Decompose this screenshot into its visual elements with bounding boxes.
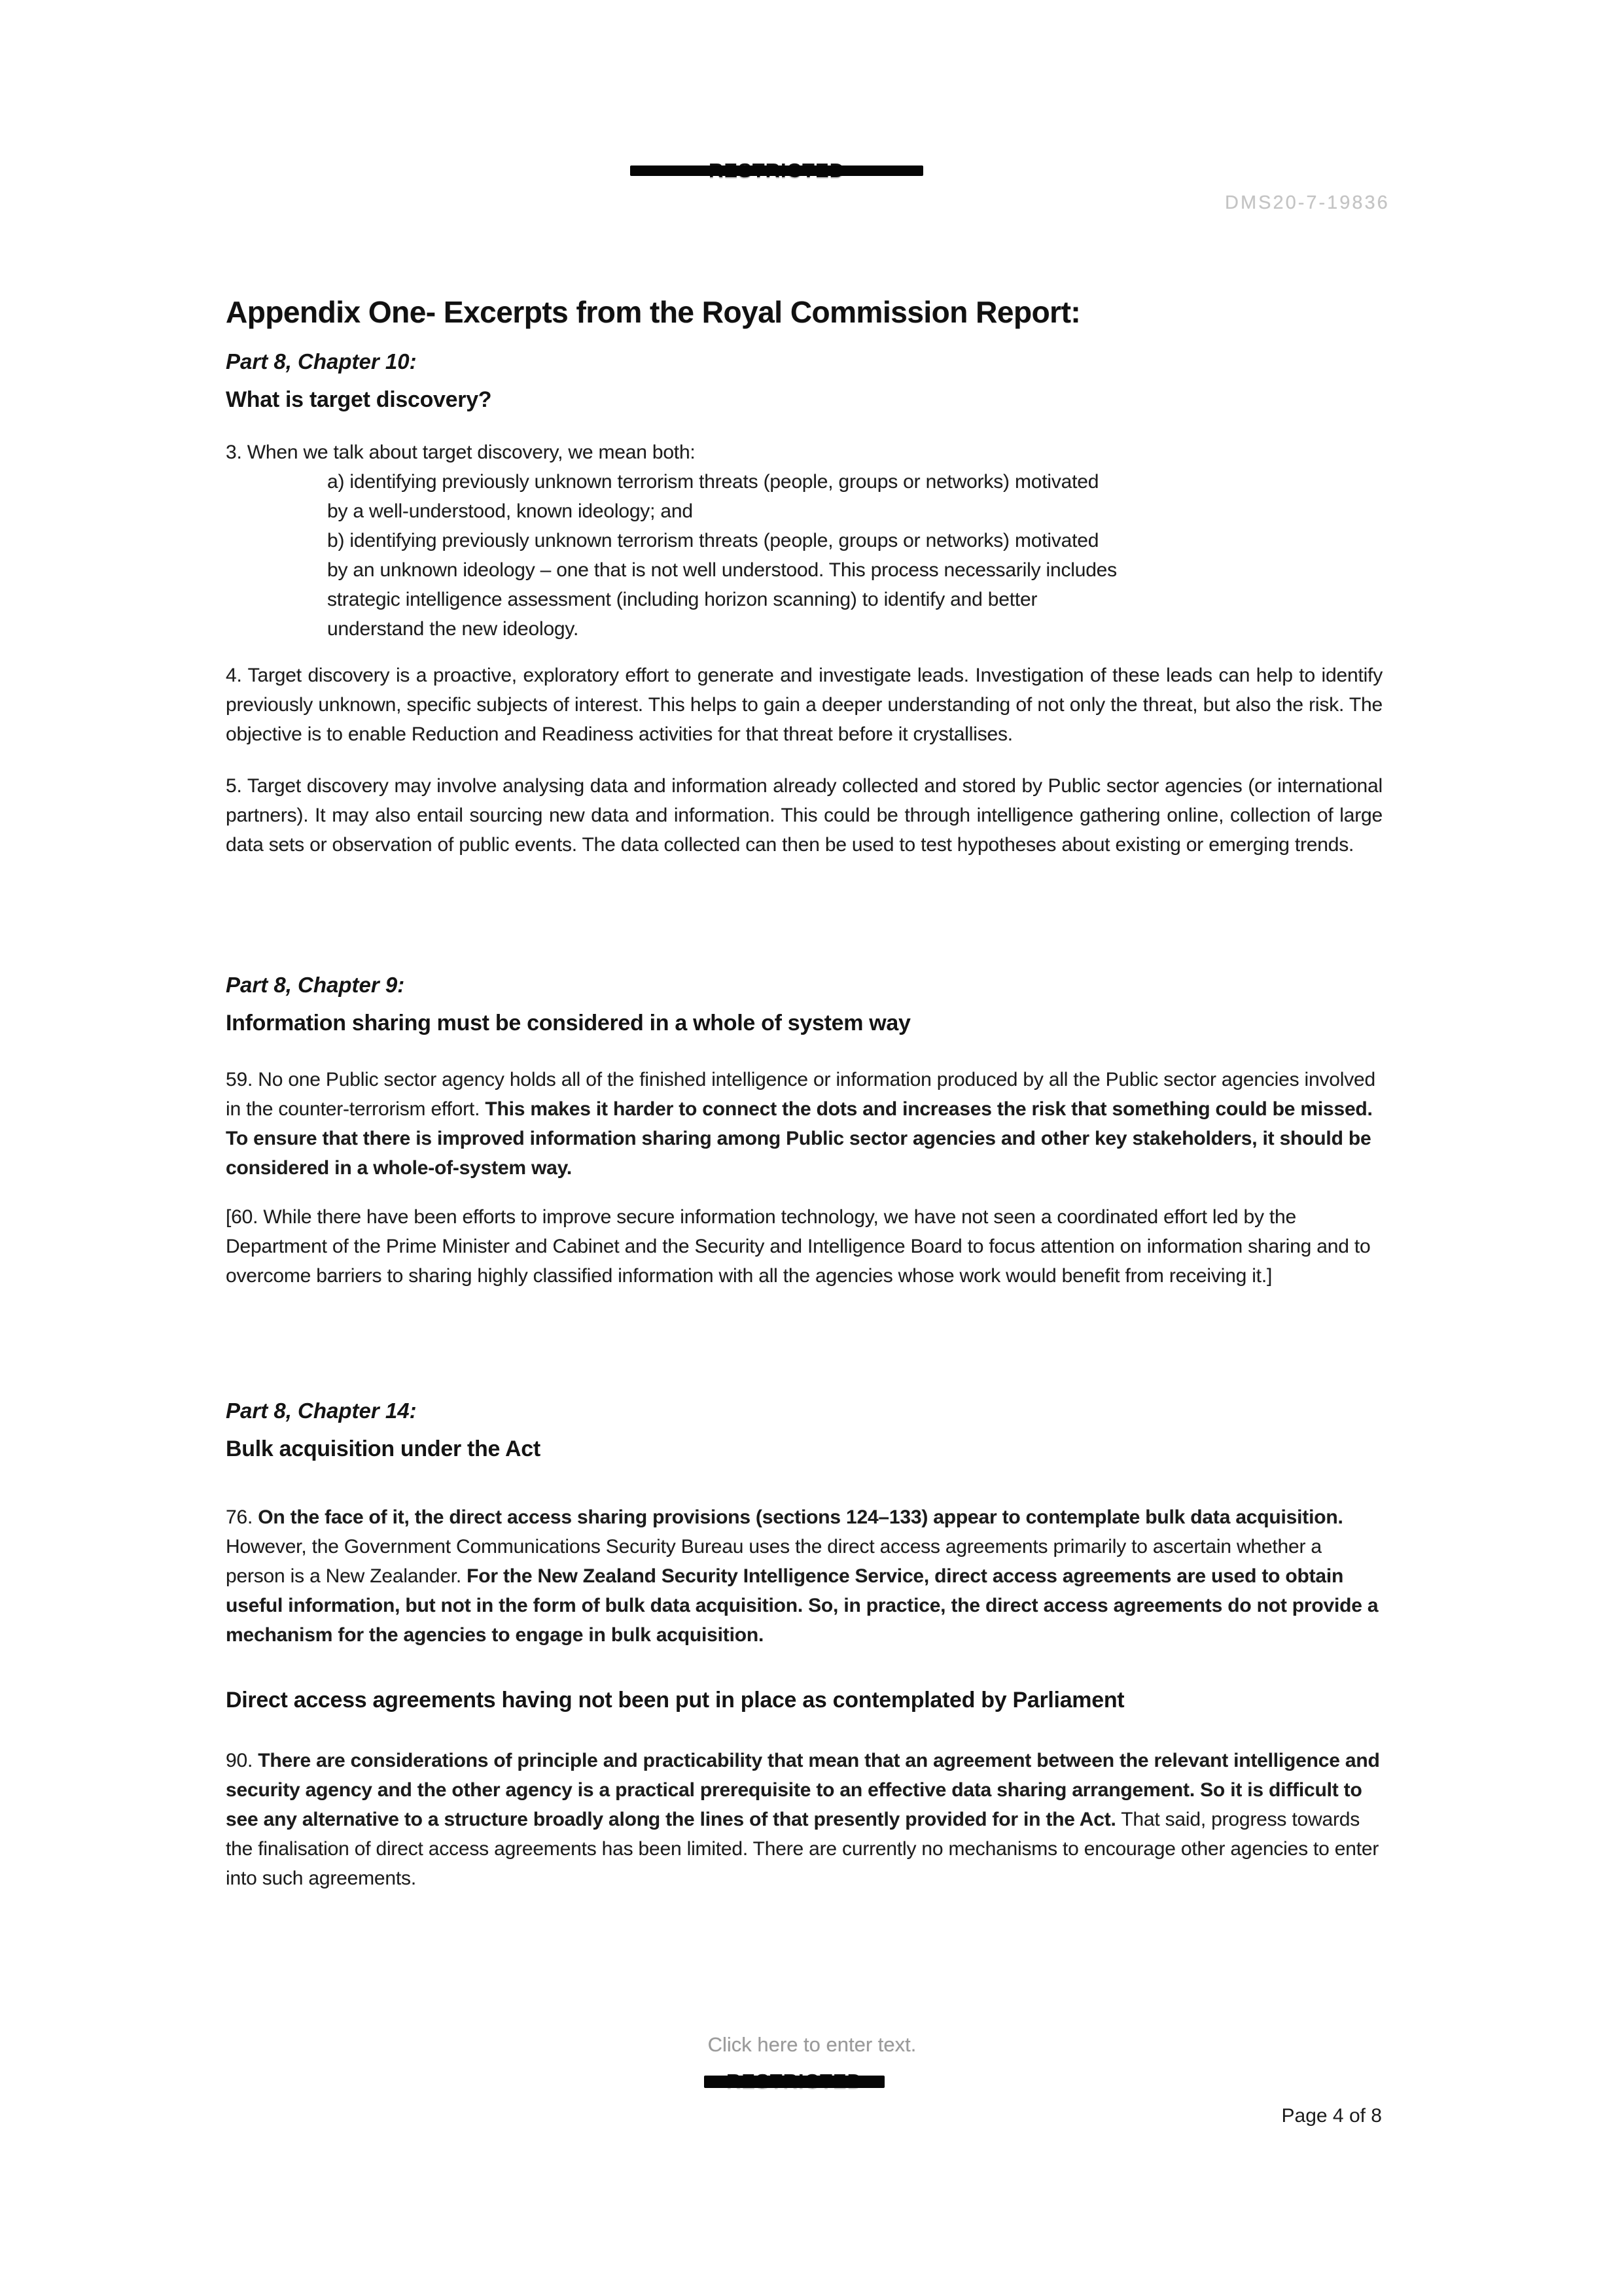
paragraph-60: [60. While there have been efforts to improve secure information technology, we have not seen a coordinated effort led by the Department of the Prime Minister and Cabinet and the Security and Intelligence Board to focus attention on information sharing and to overcome barriers to sharing highly classified information with all the agencies whose work would benefit from receiving it.] bbox=[226, 1206, 1371, 1287]
paragraph-5: 5. Target discovery may involve analysing data and information already collected and stored by Public sector agencies (or international partners). It may also entail sourcing new data and information. This could be through intelligence gathering online, collection of large data sets or observation of public events. The data collected can then be used to test hypotheses about existing or emerging trends. bbox=[226, 775, 1383, 856]
heading-bulk-acquisition: Bulk acquisition under the Act bbox=[226, 1436, 540, 1461]
paragraph-76-regular: However, the Government Communications Security Bureau uses the direct access agreements primarily to ascertain whether a person is a New Zealander. bbox=[226, 1536, 1322, 1587]
paragraph-76-bold-1: On the face of it, the direct access sharing provisions (sections 124–133) appear to contemplate bulk data acquisition. bbox=[258, 1506, 1343, 1528]
paragraph-90-number: 90. bbox=[226, 1750, 258, 1771]
section-chapter-9 bbox=[226, 973, 1383, 1291]
strikethrough-bar bbox=[630, 165, 923, 176]
chapter-heading-14: Part 8, Chapter 14: bbox=[226, 1399, 417, 1423]
paragraph-3-item-b: b) identifying previously unknown terrorism threats (people, groups or networks) motivated by an unknown ideology – one that is not well understood. This process necessarily includes strategic intelligence assessment (including horizon scanning) to identify and better understand the new ideology. bbox=[327, 530, 1117, 640]
heading-information-sharing: Information sharing must be considered in a whole of system way bbox=[226, 1011, 911, 1035]
paragraph-59 bbox=[226, 1065, 1383, 1183]
document-reference-number: DMS20-7-19836 bbox=[1225, 192, 1390, 213]
paragraph-59-bold: This makes it harder to connect the dots and increases the risk that something could be missed. To ensure that there is improved information sharing among Public sector agencies and other key stakeholders, it should be considered in a whole-of-system way. bbox=[226, 1098, 1373, 1179]
enter-text-placeholder[interactable]: Click here to enter text. bbox=[707, 2033, 917, 2056]
chapter-heading-9: Part 8, Chapter 9: bbox=[226, 973, 405, 997]
paragraph-3-item-a: a) identifying previously unknown terrorism threats (people, groups or networks) motivated by a well-understood, known ideology; and bbox=[327, 471, 1099, 522]
page-title: Appendix One- Excerpts from the Royal Commission Report: bbox=[226, 295, 1081, 329]
heading-what-is-target-discovery: What is target discovery? bbox=[226, 387, 492, 412]
paragraph-4: 4. Target discovery is a proactive, exploratory effort to generate and investigate leads. Investigation of these leads can help to identify previously unknown, specific subjects of interest. This helps to gain a deeper understanding of not only the threat, but also the risk. The objective is to enable Reduction and Readiness activities for that threat before it crystallises. bbox=[226, 665, 1383, 745]
section-chapter-10 bbox=[226, 294, 1383, 860]
paragraph-59-regular: 59. No one Public sector agency holds all of the finished intelligence or information produced by all the Public sector agencies involved in the counter-terrorism effort. bbox=[226, 1069, 1375, 1120]
chapter-heading-10: Part 8, Chapter 10: bbox=[226, 349, 417, 374]
paragraph-76-number: 76. bbox=[226, 1506, 258, 1528]
paragraph-76-bold-2: For the New Zealand Security Intelligence Service, direct access agreements are used to obtain useful information, but not in the form of bulk data acquisition. So, in practice, the direct access agreements do not provide a mechanism for the agencies to engage in bulk acquisition. bbox=[226, 1565, 1379, 1646]
paragraph-76 bbox=[226, 1503, 1383, 1650]
paragraph-3-intro: 3. When we talk about target discovery, we mean both: bbox=[226, 442, 696, 463]
footer-classification-stamp bbox=[712, 2070, 877, 2093]
section-chapter-14 bbox=[226, 1399, 1383, 1893]
paragraph-90 bbox=[226, 1746, 1383, 1893]
paragraph-90-regular: That said, progress towards the finalisation of direct access agreements has been limited. There are currently no mechanisms to encourage other agencies to enter into such agreements. bbox=[226, 1809, 1379, 1889]
strikethrough-bar bbox=[704, 2076, 885, 2088]
paragraph-90-bold: There are considerations of principle and practicability that mean that an agreement between the relevant intelligence and security agency and the other agency is a practical prerequisite to an effective data sharing arrangement. So it is difficult to see any alternative to a structure broadly along the lines of that presently provided for in the Act. bbox=[226, 1750, 1380, 1830]
header-classification-stamp bbox=[666, 159, 887, 183]
page-number: Page 4 of 8 bbox=[1281, 2105, 1382, 2127]
heading-direct-access-agreements: Direct access agreements having not been put in place as contemplated by Parliament bbox=[226, 1688, 1125, 1713]
